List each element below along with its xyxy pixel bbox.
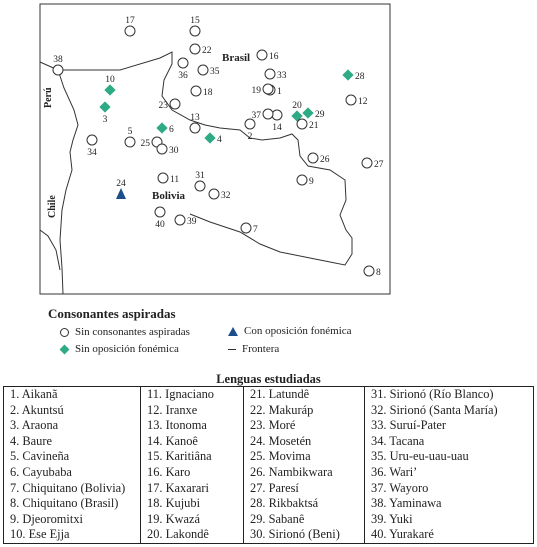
circle-marker-icon [190,44,200,54]
language-item: 38. Yaminawa [371,496,442,511]
marker-label: 5 [127,127,133,137]
language-item: 19. Kwazá [147,511,200,526]
circle-marker-icon [209,189,219,199]
circle-marker-icon [190,123,200,133]
language-item: 39. Yuki [371,511,413,526]
language-item: 24. Mosetén [250,433,312,448]
marker-label: 32 [221,191,231,201]
legend-diamond-label: Sin oposición fonémica [75,343,179,355]
marker-label: 11 [170,175,180,185]
language-item: 17. Kaxarari [147,480,209,495]
circle-marker-icon [53,65,63,75]
marker-label: 15 [190,16,200,26]
circle-marker-icon [362,158,372,168]
circle-marker-icon [308,153,318,163]
language-item: 18. Kujubi [147,496,201,511]
language-item: 5. Cavineña [10,449,70,464]
circle-marker-icon [190,26,200,36]
language-item: 29. Sabanê [250,511,305,526]
circle-marker-icon [297,119,307,129]
marker-label: 3 [102,115,108,125]
diamond-marker-icon [204,132,215,143]
marker-label: 29 [315,110,325,120]
marker-label: 23 [158,101,168,111]
legend [40,306,520,362]
marker-label: 31 [195,171,205,181]
marker-label: 36 [178,71,188,81]
circle-marker-icon [263,84,273,94]
marker-label: 27 [374,160,384,170]
country-label-peru: Perú [43,87,54,108]
legend-title: Consonantes aspiradas [48,306,176,321]
languages-column [4,387,141,544]
language-item: 10. Ese Ejja [10,527,70,542]
circle-marker-icon [191,86,201,96]
country-label-bolivia: Bolivia [152,190,186,202]
marker-label: 9 [309,177,314,187]
language-item: 3. Araona [10,418,59,433]
marker-label: 35 [210,67,220,77]
languages-column [244,387,365,544]
language-item: 6. Cayubaba [10,464,72,479]
circle-marker-icon [170,99,180,109]
circle-marker-icon [263,109,273,119]
marker-label: 17 [125,16,135,26]
language-item: 25. Movima [250,449,311,464]
border-line-icon [228,349,236,350]
marker-label: 4 [217,135,222,145]
language-item: 33. Suruí-Pater [371,418,447,433]
legend-item-triangle [228,325,352,337]
circle-marker-icon [155,207,165,217]
diamond-marker-icon [104,84,115,95]
border-chile [40,230,60,270]
marker-label: 25 [140,139,150,149]
circle-marker-icon [178,58,188,68]
marker-label: 18 [203,88,213,98]
language-item: 26. Nambikwara [250,464,333,479]
language-item: 28. Rikbaktsá [250,496,319,511]
marker-label: 39 [187,217,197,227]
circle-marker-icon [198,65,208,75]
language-item: 11. Ignaciano [147,387,214,401]
marker-label: 24 [116,179,126,189]
language-item: 7. Chiquitano (Bolivia) [10,480,126,495]
language-item: 30. Sirionó (Beni) [250,527,340,542]
language-item: 12. Iranxe [147,402,198,417]
diamond-symbol-icon [60,344,70,354]
marker-label: 6 [169,125,174,135]
marker-label: 8 [376,268,381,278]
language-item: 36. Wari’ [371,464,418,479]
triangle-symbol-icon [228,327,238,336]
language-item: 27. Paresí [250,480,299,495]
legend-circle-label: Sin consonantes aspiradas [75,326,190,338]
language-item: 22. Makuráp [250,402,314,417]
language-item: 13. Itonoma [147,418,207,433]
circle-symbol-icon [60,328,69,337]
marker-label: 2 [247,132,253,142]
circle-marker-icon [346,95,356,105]
marker-label: 33 [277,71,287,81]
marker-label: 22 [202,46,212,56]
language-item: 21. Latundê [250,387,310,401]
country-label-chile: Chile [47,195,58,218]
language-item: 23. Moré [250,418,296,433]
circle-marker-icon [272,110,282,120]
marker-label: 7 [253,225,258,235]
languages-column [141,387,244,544]
legend-item-diamond [60,343,179,355]
language-item: 16. Karo [147,464,191,479]
marker-label: 1 [277,87,282,97]
circle-marker-icon [125,137,135,147]
languages-table [3,386,534,544]
circle-marker-icon [241,223,251,233]
marker-label: 16 [269,52,279,62]
legend-line-label: Frontera [242,343,280,355]
languages-column [365,387,534,544]
marker-label: 21 [309,121,319,131]
diamond-marker-icon [156,122,167,133]
marker-label: 19 [251,86,261,96]
language-item: 1. Aikanã [10,387,58,401]
legend-item-circle [60,326,190,338]
language-item: 2. Akuntsú [10,402,64,417]
language-item: 20. Lakondê [147,527,209,542]
marker-label: 28 [355,72,365,82]
language-item: 40. Yurakaré [371,527,434,542]
circle-marker-icon [257,50,267,60]
marker-label: 34 [87,148,97,158]
circle-marker-icon [157,144,167,154]
marker-label: 12 [358,97,368,107]
language-item: 35. Uru-eu-uau-uau [371,449,469,464]
marker-label: 20 [292,101,302,111]
language-item: 15. Karitiâna [147,449,212,464]
language-item: 9. Djeoromitxi [10,511,83,526]
marker-label: 14 [272,123,282,133]
circle-marker-icon [158,173,168,183]
legend-item-line [228,343,279,355]
language-item: 32. Sirionó (Santa María) [371,402,498,417]
circle-marker-icon [175,215,185,225]
circle-marker-icon [297,175,307,185]
language-item: 37. Wayoro [371,480,429,495]
language-item: 14. Kanoê [147,433,198,448]
language-points [53,16,384,278]
circle-marker-icon [195,181,205,191]
legend-triangle-label: Con oposición fonémica [244,325,352,337]
marker-label: 10 [105,75,115,85]
diamond-marker-icon [302,107,313,118]
language-item: 8. Chiquitano (Brasil) [10,496,119,511]
marker-label: 26 [320,155,330,165]
marker-label: 13 [190,113,200,123]
country-label-brasil: Brasil [222,52,251,64]
marker-label: 37 [251,111,261,121]
border-peru-bolivia [58,70,78,294]
triangle-marker-icon [116,188,126,199]
diamond-marker-icon [99,101,110,112]
language-item: 34. Tacana [371,433,425,448]
circle-marker-icon [364,266,374,276]
circle-marker-icon [125,26,135,36]
language-item: 4. Baure [10,433,52,448]
language-item: 31. Sirionó (Río Blanco) [371,387,494,401]
marker-label: 40 [155,220,165,230]
circle-marker-icon [265,69,275,79]
marker-label: 38 [53,55,63,65]
marker-label: 30 [169,146,179,156]
languages-title: Lenguas estudiadas [216,372,321,386]
diamond-marker-icon [342,69,353,80]
circle-marker-icon [87,135,97,145]
